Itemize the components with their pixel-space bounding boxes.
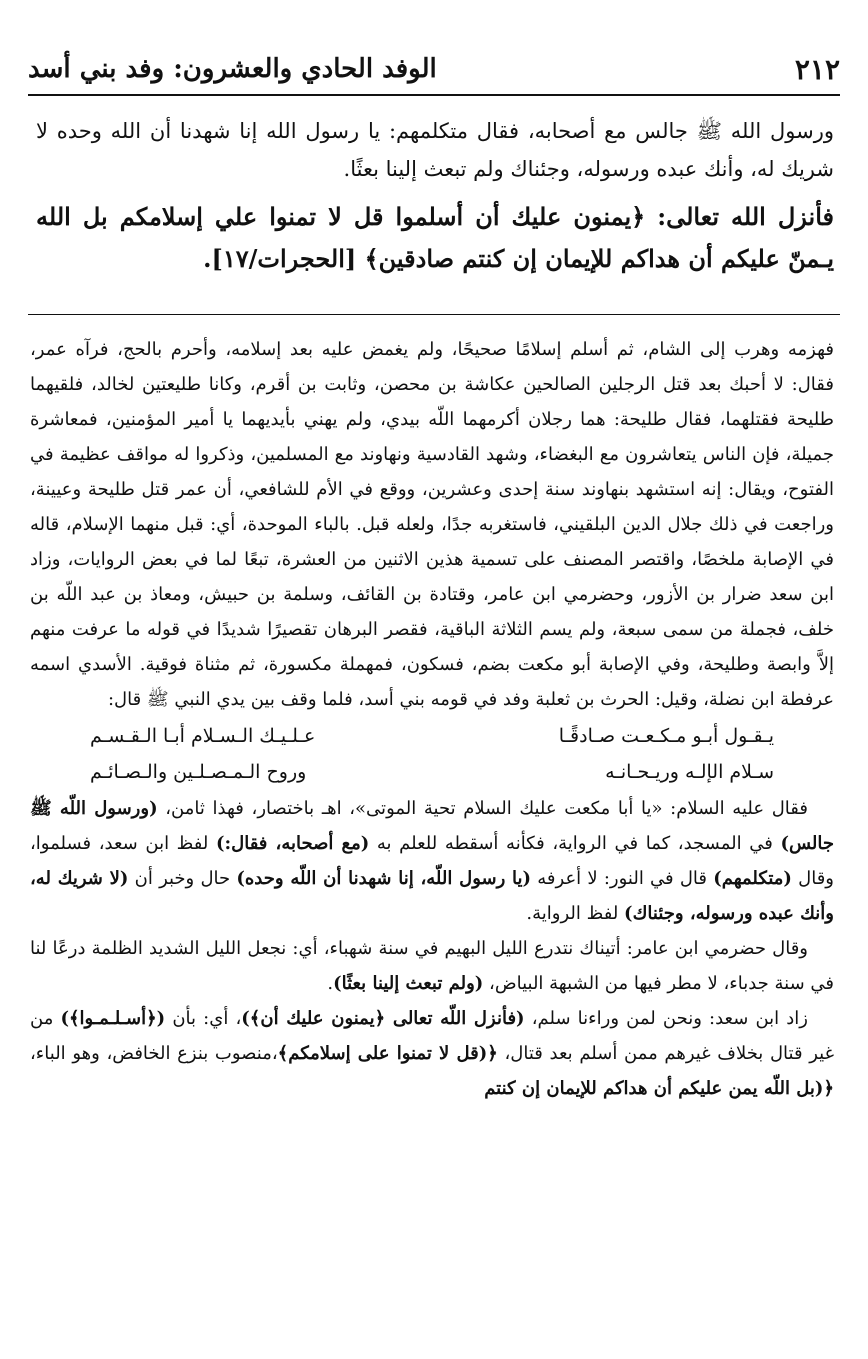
text-run: قال في النور: لا أعرفه xyxy=(531,868,714,889)
poem xyxy=(30,719,834,789)
quoted-text: (﴿أسـلـمـوا﴾) xyxy=(60,1008,166,1029)
text-run: لفظ ابن سعد، فسلموا، وقال xyxy=(30,833,834,889)
commentary-paragraph-4 xyxy=(30,1001,834,1106)
commentary xyxy=(30,332,834,1342)
commentary-paragraph-2 xyxy=(30,791,834,931)
commentary-paragraph-1: فهزمه وهرب إلى الشام، ثم أسلم إسلامًا صحيحًا، ولم يغمض عليه بعد إسلامه، وأحرم بالحج، فرآه عمر، فقال: لا أحبك بعد قتل الرجلين الصالحين عكاشة بن محصن، وثابت بن أقرم، وكانا طليعتين لخالد، فلقيهما طليحة فقتلهما، فقال طليحة: هما رجلان أكرمهما اللّه بيدي، ولم يهني بأيديهما يا أمير المؤمنين، فمعاشرة جميلة، فإن الناس يتعاشرون مع البغضاء، وشهد القادسية ونهاوند مع المسلمين، وذكروا له مواقف عظيمة في الفتوح، ويقال: إنه استشهد بنهاوند سنة إحدى وعشرين، ووقع في الأم للشافعي، أن عمر قتل طليحة وعيينة، وراجعت في ذلك جلال الدين البلقيني، فاستغربه جدًا، ولعله قبل. بالباء الموحدة، أي: قبل منهما الإسلام، قاله في الإصابة ملخصًا، واقتصر المصنف على تسمية هذين الاثنين من العشرة، تبعًا لما في بعض الروايات، وزاد ابن سعد ضرار بن الأزور، وحضرمي ابن عامر، وقتادة بن القائف، وسلمة بن حبيش، ومعاذ بن عبد اللّه بن خلف، فجملة من سمى سبعة، ولم يسم الثلاثة الباقية، فقصر البرهان تقصيرًا شديدًا في قوله ما عرفت منهم إلاَّ وابصة وطليحة، وفي الإصابة أبو مكعت بضم، فسكون، فمهملة مكسورة، ثم مثناة فوقية. الأسدي اسمه عرفطة ابن نضلة، وقيل: الحرث بن ثعلبة وفد في قومه بني أسد، فلما وقف بين يدي النبي ﷺ قال: xyxy=(30,339,834,710)
hemistich-left: وروح الـمـصـلـين والـصـائـم xyxy=(90,761,307,783)
hemistich-left: عـلـيـك الـسـلام أبـا الـقـسـم xyxy=(90,725,316,747)
quoted-text: (فأنزل اللّه تعالى ﴿يمنون عليك أن﴾) xyxy=(241,1008,525,1029)
text-run: حال وخبر أن xyxy=(128,868,237,889)
quoted-text: ﴿(قل لا تمنوا على إسلامكم﴾ xyxy=(277,1043,498,1064)
text-run: لفظ الرواية. xyxy=(526,903,625,924)
text-run: زاد ابن سعد: ونحن لمن وراءنا سلم، xyxy=(524,1008,808,1029)
quoted-text: (لا شريك له، وأنك عبده ورسوله، وجئناك) xyxy=(30,868,834,924)
quoted-text: (مع أصحابه، فقال:) xyxy=(215,833,370,854)
verse-intro: فأنزل الله تعالى: xyxy=(645,202,834,231)
text-run: وقال حضرمي ابن عامر: أتيناك نتدرع الليل البهيم في سنة شهباء، أي: نجعل الليل الشديد الظلمة درعًا لنا في سنة جدباء، لا مطر فيها من الشبهة البياض، xyxy=(30,938,834,994)
text-run: فقال عليه السلام: «يا أبا مكعت عليك السلام تحية الموتى»، اهـ باختصار، فهذا ثامن، xyxy=(157,798,808,819)
text-run: . xyxy=(327,973,334,994)
hemistich-right: سـلام الإلـه وريـحـانـه xyxy=(605,761,774,783)
poem-verse xyxy=(30,719,834,753)
quoted-text: (متكلمهم) xyxy=(713,868,792,889)
poem-verse xyxy=(30,755,834,789)
quoted-text: (يا رسول اللّه، إنا شهدنا أن اللّه وحده) xyxy=(236,868,532,889)
page-number: ٢١٢ xyxy=(794,52,840,86)
text-run: ، أي: بأن xyxy=(165,1008,242,1029)
main-text xyxy=(36,112,834,302)
quoted-text: (ورسول اللّه ﷺ جالس) xyxy=(30,798,834,854)
quoted-text: (ولم تبعث إلينا بعثًا) xyxy=(333,973,484,994)
text-run: في المسجد، كما في الرواية، فكأنه أسقطه للعلم به xyxy=(369,833,781,854)
text-run: من غير قتال بخلاف غيرهم ممن أسلم بعد قتال، xyxy=(30,1008,834,1064)
quran-verse: ﴿يمنون عليك أن أسلموا قل لا تمنوا علي إسلامكم بل الله يـمنّ عليكم أن هداكم للإيمان إن كنتم صادقين﴾ xyxy=(36,202,834,273)
main-paragraph-2 xyxy=(36,196,834,280)
hemistich-right: يـقـول أبـو مـكـعـت صـادقًـا xyxy=(558,725,774,747)
commentary-paragraph-3 xyxy=(30,931,834,1001)
quoted-text: ﴿(بل اللّه يمن عليكم أن هداكم للإيمان إن كنتم xyxy=(484,1078,834,1099)
main-paragraph-1: ورسول الله ﷺ جالس مع أصحابه، فقال متكلمهم: يا رسول الله إنا شهدنا أن الله وحده لا شريك له، وأنك عبده ورسوله، وجئناك ولم تبعث إلينا بعثًا. xyxy=(36,119,834,181)
page-header xyxy=(28,44,840,96)
text-run: ،منصوب بنزع الخافض، وهو الباء، xyxy=(30,1043,278,1064)
running-title: الوفد الحادي والعشرون: وفد بني أسد xyxy=(28,54,437,84)
verse-reference: [الحجرات/١٧]. xyxy=(203,244,365,273)
divider-line xyxy=(28,314,840,315)
